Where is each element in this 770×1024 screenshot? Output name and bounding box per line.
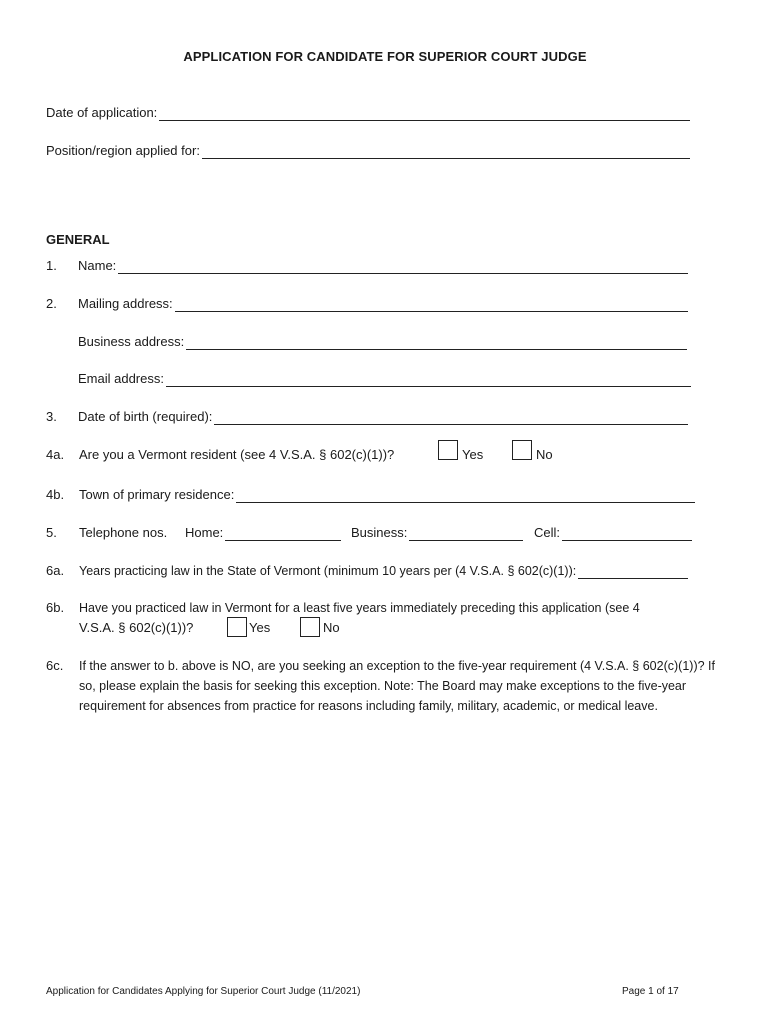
q6c-number: 6c. [46,658,64,673]
date-of-application-field[interactable] [159,108,690,121]
footer-title: Application for Candidates Applying for Superior Court Judge (11/2021) [46,986,361,997]
position-region-field[interactable] [202,146,690,159]
vermont-resident-yes-label: Yes [462,447,484,462]
cell-phone-label: Cell: [534,525,561,540]
business-address-label: Business address: [78,334,185,349]
form-title: APPLICATION FOR CANDIDATE FOR SUPERIOR COURT JUDGE [183,49,587,64]
practiced-law-no-label: No [323,620,340,635]
date-of-birth-label: Date of birth (required): [78,409,213,424]
q1-number: 1. [46,258,57,273]
q4b-number: 4b. [46,487,65,502]
town-residence-field[interactable] [236,490,695,503]
name-field[interactable] [118,261,688,274]
practiced-law-yes-checkbox[interactable] [227,617,247,637]
home-phone-label: Home: [185,525,224,540]
position-region-row [46,143,690,159]
years-practicing-label: Years practicing law in the State of Vermont (minimum 10 years per (4 V.S.A. § 602(c)(1)): [79,564,577,578]
name-label: Name: [78,258,117,273]
position-region-label: Position/region applied for: [46,143,200,158]
years-practicing-field[interactable] [578,566,688,579]
mailing-address-row [78,296,688,312]
home-phone-field[interactable] [225,528,341,541]
mailing-address-field[interactable] [175,299,688,312]
email-address-label: Email address: [78,371,164,386]
town-residence-label: Town of primary residence: [79,487,235,502]
business-phone-field[interactable] [409,528,523,541]
practiced-law-line2: V.S.A. § 602(c)(1))? [79,620,194,635]
q2-number: 2. [46,296,57,311]
business-phone-row [351,525,523,541]
q3-number: 3. [46,409,57,424]
cell-phone-row [534,525,692,541]
name-row [78,258,688,274]
date-of-birth-row [78,409,688,425]
q6a-number: 6a. [46,563,65,578]
general-heading: GENERAL [46,232,110,247]
email-address-field[interactable] [166,374,691,387]
practiced-law-line1: Have you practiced law in Vermont for a least five years immediately preceding this application (see 4 [79,601,640,615]
vermont-resident-yes-checkbox[interactable] [438,440,458,460]
date-of-birth-field[interactable] [214,412,688,425]
q5-number: 5. [46,525,57,540]
business-phone-label: Business: [351,525,408,540]
business-address-row [78,334,687,350]
exception-paragraph: If the answer to b. above is NO, are you seeking an exception to the five-year requirement (4 V.S.A. § 602(c)(1))? If so, please explain the basis for seeking this exception. Note: The Board may make exceptions to the five-year requirement for absences from practice for reasons including family, military, academic, or medical leave. [79,659,715,713]
town-residence-row [79,487,695,503]
date-of-application-row [46,105,690,121]
telephone-label: Telephone nos. [79,525,168,540]
practiced-law-no-checkbox[interactable] [300,617,320,637]
years-practicing-row [79,563,688,579]
cell-phone-field[interactable] [562,528,692,541]
vermont-resident-label: Are you a Vermont resident (see 4 V.S.A. § 602(c)(1))? [79,447,395,462]
mailing-address-label: Mailing address: [78,296,173,311]
vermont-resident-no-checkbox[interactable] [512,440,532,460]
home-phone-row [185,525,341,541]
date-of-application-label: Date of application: [46,105,158,120]
q6b-number: 6b. [46,600,65,615]
business-address-field[interactable] [186,337,687,350]
q4a-number: 4a. [46,447,65,462]
practiced-law-yes-label: Yes [249,620,271,635]
vermont-resident-no-label: No [536,447,553,462]
email-address-row [78,371,691,387]
page-number: Page 1 of 17 [622,986,679,997]
